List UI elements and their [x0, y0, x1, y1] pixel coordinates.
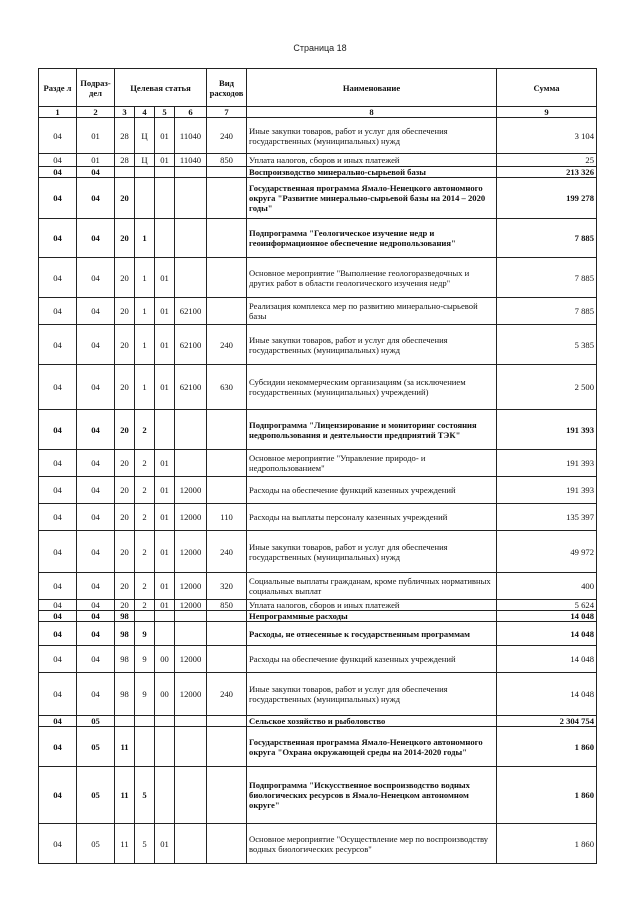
col-header-name: Наименование: [247, 69, 497, 107]
direction-code-cell: [175, 611, 207, 622]
item-name-cell: Иные закупки товаров, работ и услуг для обеспечения государственных (муниципальных) нужд: [247, 531, 497, 573]
direction-code-cell: [175, 824, 207, 864]
razdel-cell: 04: [39, 258, 77, 298]
expense-type-cell: [207, 727, 247, 767]
program-code-cell: 11: [115, 727, 135, 767]
col-header-podrazdel: Подраз- дел: [77, 69, 115, 107]
program-code-cell: 20: [115, 450, 135, 477]
direction-code-cell: 62100: [175, 365, 207, 410]
item-name-cell: Сельское хозяйство и рыболовство: [247, 716, 497, 727]
event-code-cell: [155, 727, 175, 767]
subprogram-code-cell: 2: [135, 410, 155, 450]
item-name-cell: Иные закупки товаров, работ и услуг для обеспечения государственных (муниципальных) нужд: [247, 118, 497, 154]
podrazdel-cell: 04: [77, 600, 115, 611]
podrazdel-cell: 04: [77, 219, 115, 258]
podrazdel-cell: 04: [77, 477, 115, 504]
razdel-cell: 04: [39, 410, 77, 450]
event-code-cell: 01: [155, 531, 175, 573]
amount-cell: 1 860: [497, 824, 597, 864]
subprogram-code-cell: 1: [135, 258, 155, 298]
item-name-cell: Уплата налогов, сборов и иных платежей: [247, 154, 497, 167]
amount-cell: 191 393: [497, 477, 597, 504]
amount-cell: 135 397: [497, 504, 597, 531]
razdel-cell: 04: [39, 167, 77, 178]
col-header-target: Целевая статья: [115, 69, 207, 107]
event-code-cell: [155, 716, 175, 727]
col-number: 6: [175, 107, 207, 118]
item-name-cell: Подпрограмма "Геологическое изучение недр и геоинформационное обеспечение недропользования": [247, 219, 497, 258]
program-code-cell: 20: [115, 219, 135, 258]
podrazdel-cell: 04: [77, 646, 115, 673]
podrazdel-cell: 05: [77, 824, 115, 864]
program-code-cell: 20: [115, 325, 135, 365]
razdel-cell: 04: [39, 298, 77, 325]
program-code-cell: 20: [115, 600, 135, 611]
expense-type-cell: [207, 611, 247, 622]
table-row: [39, 824, 597, 864]
amount-cell: 2 304 754: [497, 716, 597, 727]
direction-code-cell: 11040: [175, 118, 207, 154]
expense-type-cell: 240: [207, 673, 247, 716]
razdel-cell: 04: [39, 622, 77, 646]
razdel-cell: 04: [39, 504, 77, 531]
item-name-cell: Субсидии некоммерческим организациям (за исключением государственных (муниципальных) учреждений): [247, 365, 497, 410]
direction-code-cell: [175, 622, 207, 646]
program-code-cell: 20: [115, 573, 135, 600]
subprogram-code-cell: Ц: [135, 154, 155, 167]
table-row: [39, 325, 597, 365]
razdel-cell: 04: [39, 727, 77, 767]
amount-cell: 14 048: [497, 622, 597, 646]
razdel-cell: 04: [39, 450, 77, 477]
amount-cell: 1 860: [497, 727, 597, 767]
table-row: [39, 573, 597, 600]
amount-cell: 7 885: [497, 298, 597, 325]
program-code-cell: 20: [115, 178, 135, 219]
event-code-cell: 01: [155, 504, 175, 531]
razdel-cell: 04: [39, 611, 77, 622]
item-name-cell: Расходы на обеспечение функций казенных учреждений: [247, 477, 497, 504]
razdel-cell: 04: [39, 531, 77, 573]
event-code-cell: 01: [155, 154, 175, 167]
podrazdel-cell: 04: [77, 258, 115, 298]
amount-cell: 49 972: [497, 531, 597, 573]
header-row: [39, 69, 597, 107]
podrazdel-cell: 04: [77, 622, 115, 646]
table-row: [39, 611, 597, 622]
amount-cell: 191 393: [497, 450, 597, 477]
expense-type-cell: 240: [207, 118, 247, 154]
item-name-cell: Расходы на обеспечение функций казенных учреждений: [247, 646, 497, 673]
item-name-cell: Иные закупки товаров, работ и услуг для обеспечения государственных (муниципальных) нужд: [247, 325, 497, 365]
amount-cell: 7 885: [497, 219, 597, 258]
table-row: [39, 600, 597, 611]
item-name-cell: Государственная программа Ямало-Ненецкого автономного округа "Развитие минерально-сырьевой базы на 2014 – 2020 годы": [247, 178, 497, 219]
subprogram-code-cell: 1: [135, 298, 155, 325]
amount-cell: 199 278: [497, 178, 597, 219]
program-code-cell: 20: [115, 258, 135, 298]
subprogram-code-cell: 2: [135, 450, 155, 477]
direction-code-cell: 12000: [175, 477, 207, 504]
event-code-cell: 01: [155, 477, 175, 504]
razdel-cell: 04: [39, 154, 77, 167]
direction-code-cell: [175, 767, 207, 824]
expense-type-cell: 240: [207, 531, 247, 573]
col-number: 4: [135, 107, 155, 118]
amount-cell: 25: [497, 154, 597, 167]
table-row: [39, 219, 597, 258]
event-code-cell: 01: [155, 600, 175, 611]
podrazdel-cell: 04: [77, 450, 115, 477]
table-row: [39, 727, 597, 767]
expense-type-cell: [207, 477, 247, 504]
program-code-cell: 20: [115, 504, 135, 531]
program-code-cell: 98: [115, 622, 135, 646]
program-code-cell: 20: [115, 477, 135, 504]
podrazdel-cell: 04: [77, 365, 115, 410]
subprogram-code-cell: 2: [135, 531, 155, 573]
expense-type-cell: [207, 646, 247, 673]
razdel-cell: 04: [39, 365, 77, 410]
amount-cell: 5 385: [497, 325, 597, 365]
subprogram-code-cell: 2: [135, 573, 155, 600]
expense-type-cell: [207, 450, 247, 477]
podrazdel-cell: 05: [77, 716, 115, 727]
program-code-cell: 28: [115, 154, 135, 167]
podrazdel-cell: 01: [77, 118, 115, 154]
item-name-cell: Подпрограмма "Лицензирование и мониторинг состояния недропользования и деятельности предприятий ТЭК": [247, 410, 497, 450]
col-number: 1: [39, 107, 77, 118]
event-code-cell: [155, 178, 175, 219]
direction-code-cell: 12000: [175, 531, 207, 573]
amount-cell: 3 104: [497, 118, 597, 154]
podrazdel-cell: 05: [77, 767, 115, 824]
program-code-cell: 11: [115, 824, 135, 864]
expense-type-cell: 850: [207, 600, 247, 611]
razdel-cell: 04: [39, 178, 77, 219]
table-row: [39, 716, 597, 727]
expense-type-cell: [207, 716, 247, 727]
event-code-cell: [155, 767, 175, 824]
table-row: [39, 410, 597, 450]
table-row: [39, 365, 597, 410]
amount-cell: 14 048: [497, 646, 597, 673]
item-name-cell: Основное мероприятие "Выполнение геологоразведочных и других работ в области геологического изучения недр": [247, 258, 497, 298]
podrazdel-cell: 01: [77, 154, 115, 167]
col-number: 5: [155, 107, 175, 118]
direction-code-cell: 12000: [175, 673, 207, 716]
subprogram-code-cell: [135, 716, 155, 727]
event-code-cell: 01: [155, 573, 175, 600]
amount-cell: 191 393: [497, 410, 597, 450]
amount-cell: 2 500: [497, 365, 597, 410]
amount-cell: 400: [497, 573, 597, 600]
event-code-cell: [155, 622, 175, 646]
col-number: 3: [115, 107, 135, 118]
item-name-cell: Социальные выплаты гражданам, кроме публичных нормативных социальных выплат: [247, 573, 497, 600]
item-name-cell: Расходы на выплаты персоналу казенных учреждений: [247, 504, 497, 531]
razdel-cell: 04: [39, 325, 77, 365]
event-code-cell: [155, 410, 175, 450]
expense-type-cell: [207, 178, 247, 219]
amount-cell: 5 624: [497, 600, 597, 611]
direction-code-cell: 12000: [175, 504, 207, 531]
item-name-cell: Воспроизводство минерально-сырьевой базы: [247, 167, 497, 178]
razdel-cell: 04: [39, 477, 77, 504]
event-code-cell: 01: [155, 450, 175, 477]
subprogram-code-cell: 9: [135, 646, 155, 673]
item-name-cell: Основное мероприятие "Управление природо- и недропользованием": [247, 450, 497, 477]
expense-type-cell: [207, 767, 247, 824]
subprogram-code-cell: 9: [135, 673, 155, 716]
event-code-cell: 01: [155, 325, 175, 365]
col-header-razdel: Разде л: [39, 69, 77, 107]
direction-code-cell: [175, 258, 207, 298]
table-row: [39, 673, 597, 716]
subprogram-code-cell: 2: [135, 477, 155, 504]
event-code-cell: [155, 611, 175, 622]
table-row: [39, 167, 597, 178]
item-name-cell: Реализация комплекса мер по развитию минерально-сырьевой базы: [247, 298, 497, 325]
expense-type-cell: 110: [207, 504, 247, 531]
subprogram-code-cell: [135, 727, 155, 767]
expense-type-cell: [207, 258, 247, 298]
table-row: [39, 504, 597, 531]
program-code-cell: 28: [115, 118, 135, 154]
col-number: 2: [77, 107, 115, 118]
table-row: [39, 767, 597, 824]
item-name-cell: Расходы, не отнесенные к государственным программам: [247, 622, 497, 646]
amount-cell: 7 885: [497, 258, 597, 298]
amount-cell: 14 048: [497, 673, 597, 716]
program-code-cell: 20: [115, 365, 135, 410]
subprogram-code-cell: Ц: [135, 118, 155, 154]
direction-code-cell: [175, 727, 207, 767]
item-name-cell: Основное мероприятие "Осуществление мер по воспроизводству водных биологических ресурсов": [247, 824, 497, 864]
direction-code-cell: 11040: [175, 154, 207, 167]
podrazdel-cell: 04: [77, 504, 115, 531]
page-number-label: Страница 18: [293, 43, 347, 53]
podrazdel-cell: 04: [77, 673, 115, 716]
subprogram-code-cell: 2: [135, 504, 155, 531]
podrazdel-cell: 04: [77, 410, 115, 450]
subprogram-code-cell: [135, 178, 155, 219]
expense-type-cell: [207, 824, 247, 864]
table-row: [39, 118, 597, 154]
col-header-sum: Сумма: [497, 69, 597, 107]
program-code-cell: [115, 167, 135, 178]
event-code-cell: 01: [155, 118, 175, 154]
subprogram-code-cell: 1: [135, 325, 155, 365]
item-name-cell: Уплата налогов, сборов и иных платежей: [247, 600, 497, 611]
table-row: [39, 450, 597, 477]
program-code-cell: [115, 716, 135, 727]
item-name-cell: Государственная программа Ямало-Ненецкого автономного округа "Охрана окружающей среды на 2014-2020 годы": [247, 727, 497, 767]
direction-code-cell: [175, 716, 207, 727]
razdel-cell: 04: [39, 118, 77, 154]
table-row: [39, 531, 597, 573]
table-row: [39, 258, 597, 298]
col-number: 8: [247, 107, 497, 118]
subprogram-code-cell: 2: [135, 600, 155, 611]
direction-code-cell: [175, 178, 207, 219]
event-code-cell: [155, 167, 175, 178]
podrazdel-cell: 04: [77, 167, 115, 178]
amount-cell: 213 326: [497, 167, 597, 178]
direction-code-cell: 12000: [175, 646, 207, 673]
direction-code-cell: 12000: [175, 600, 207, 611]
expense-type-cell: [207, 622, 247, 646]
column-number-row: [39, 107, 597, 118]
expense-type-cell: 850: [207, 154, 247, 167]
event-code-cell: 01: [155, 258, 175, 298]
razdel-cell: 04: [39, 573, 77, 600]
expense-type-cell: [207, 167, 247, 178]
subprogram-code-cell: 1: [135, 365, 155, 410]
expense-type-cell: 240: [207, 325, 247, 365]
direction-code-cell: 12000: [175, 573, 207, 600]
col-header-vid: Вид расходов: [207, 69, 247, 107]
direction-code-cell: [175, 167, 207, 178]
table-row: [39, 298, 597, 325]
program-code-cell: 98: [115, 673, 135, 716]
expense-type-cell: 630: [207, 365, 247, 410]
expense-type-cell: [207, 410, 247, 450]
podrazdel-cell: 04: [77, 298, 115, 325]
razdel-cell: 04: [39, 600, 77, 611]
col-number: 7: [207, 107, 247, 118]
razdel-cell: 04: [39, 673, 77, 716]
program-code-cell: 98: [115, 611, 135, 622]
expense-type-cell: [207, 298, 247, 325]
subprogram-code-cell: [135, 167, 155, 178]
razdel-cell: 04: [39, 767, 77, 824]
subprogram-code-cell: 5: [135, 824, 155, 864]
direction-code-cell: 62100: [175, 325, 207, 365]
subprogram-code-cell: 9: [135, 622, 155, 646]
col-number: 9: [497, 107, 597, 118]
program-code-cell: 98: [115, 646, 135, 673]
event-code-cell: 01: [155, 365, 175, 410]
podrazdel-cell: 05: [77, 727, 115, 767]
podrazdel-cell: 04: [77, 531, 115, 573]
expense-type-cell: 320: [207, 573, 247, 600]
expense-type-cell: [207, 219, 247, 258]
item-name-cell: Непрограммные расходы: [247, 611, 497, 622]
program-code-cell: 20: [115, 298, 135, 325]
table-row: [39, 477, 597, 504]
table-row: [39, 622, 597, 646]
event-code-cell: 01: [155, 298, 175, 325]
direction-code-cell: [175, 410, 207, 450]
event-code-cell: 00: [155, 673, 175, 716]
table-row: [39, 178, 597, 219]
subprogram-code-cell: 5: [135, 767, 155, 824]
program-code-cell: 20: [115, 531, 135, 573]
podrazdel-cell: 04: [77, 178, 115, 219]
razdel-cell: 04: [39, 646, 77, 673]
podrazdel-cell: 04: [77, 611, 115, 622]
direction-code-cell: 62100: [175, 298, 207, 325]
event-code-cell: 01: [155, 824, 175, 864]
razdel-cell: 04: [39, 824, 77, 864]
subprogram-code-cell: [135, 611, 155, 622]
amount-cell: 14 048: [497, 611, 597, 622]
podrazdel-cell: 04: [77, 573, 115, 600]
razdel-cell: 04: [39, 219, 77, 258]
item-name-cell: Подпрограмма "Искусственное воспроизводство водных биологических ресурсов в Ямало-Ненецком автономном округе": [247, 767, 497, 824]
table-row: [39, 646, 597, 673]
direction-code-cell: [175, 219, 207, 258]
podrazdel-cell: 04: [77, 325, 115, 365]
subprogram-code-cell: 1: [135, 219, 155, 258]
event-code-cell: [155, 219, 175, 258]
program-code-cell: 20: [115, 410, 135, 450]
event-code-cell: 00: [155, 646, 175, 673]
budget-table: [38, 68, 597, 864]
item-name-cell: Иные закупки товаров, работ и услуг для обеспечения государственных (муниципальных) нужд: [247, 673, 497, 716]
amount-cell: 1 860: [497, 767, 597, 824]
razdel-cell: 04: [39, 716, 77, 727]
program-code-cell: 11: [115, 767, 135, 824]
direction-code-cell: [175, 450, 207, 477]
table-row: [39, 154, 597, 167]
